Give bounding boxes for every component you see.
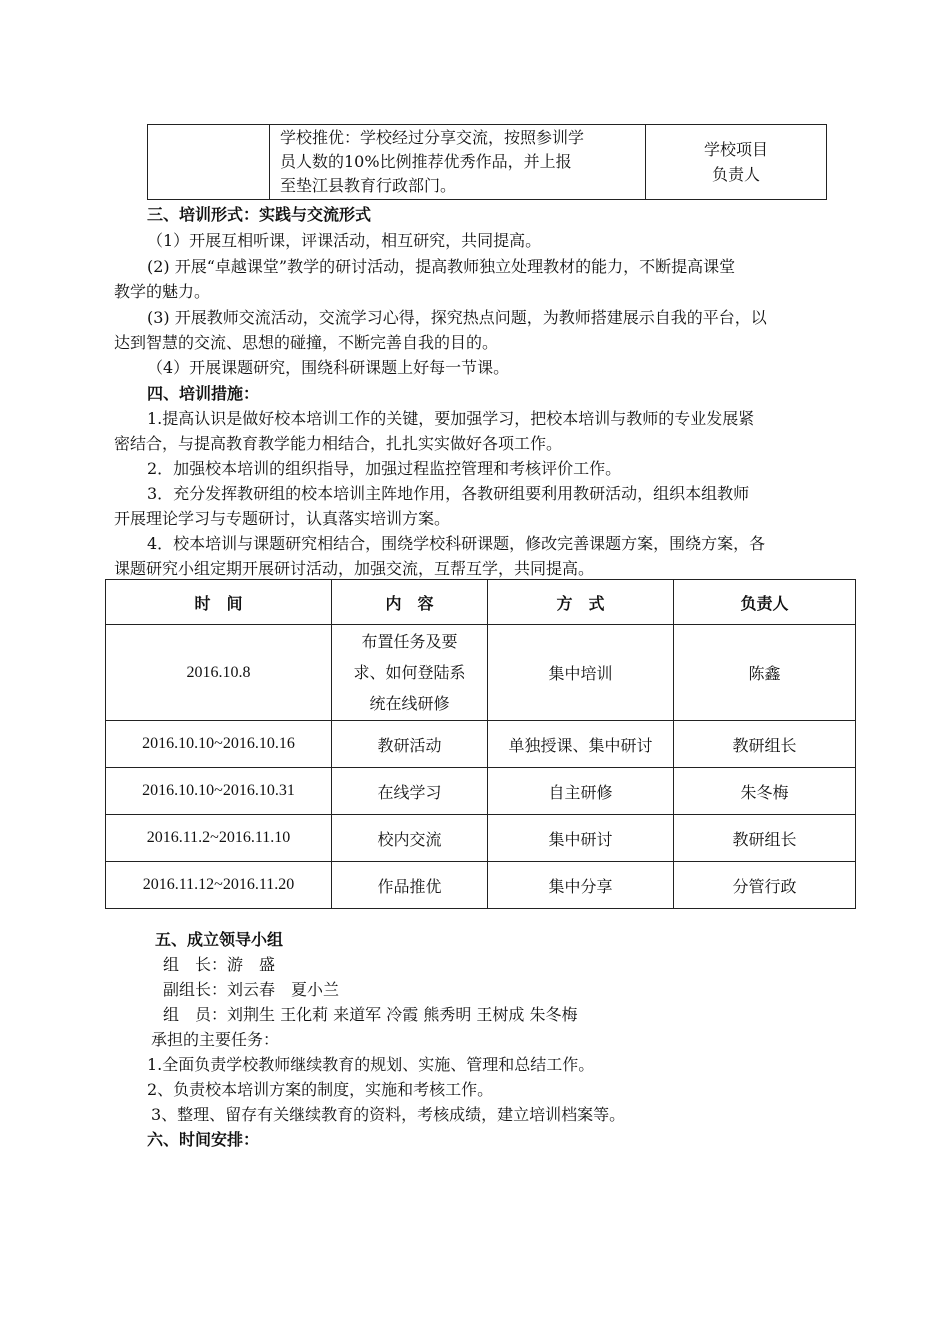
person-cell: 朱冬梅 xyxy=(674,768,856,815)
deputy-line: 副组长：刘云春 夏小兰 xyxy=(163,980,340,999)
paragraph-line: 课题研究小组定期开展研讨活动，加强交流，互帮互学，共同提高。 xyxy=(114,559,595,578)
person-cell: 分管行政 xyxy=(674,862,856,909)
content-cell xyxy=(332,625,488,721)
paragraph-line: 2．加强校本培训的组织指导，加强过程监控管理和考核评价工作。 xyxy=(147,459,622,478)
empty-cell xyxy=(148,125,270,200)
cell-line: 负责人 xyxy=(711,165,760,184)
cell-line: 学校项目 xyxy=(703,140,768,159)
section-heading: 四、培训措施： xyxy=(147,384,260,403)
method-cell: 单独授课、集中研讨 xyxy=(488,721,674,768)
cell-line: 学校推优：学校经过分享交流，按照参训学 xyxy=(280,128,585,147)
content-cell: 在线学习 xyxy=(332,768,488,815)
cell-line: 员人数的10%比例推荐优秀作品，并上报 xyxy=(280,152,572,171)
table-row xyxy=(106,625,856,721)
paragraph-line: 开展理论学习与专题研讨，认真落实培训方案。 xyxy=(114,509,451,528)
cell-line: 求、如何登陆系 xyxy=(353,663,466,682)
person-cell: 教研组长 xyxy=(674,815,856,862)
schedule-table xyxy=(105,579,856,909)
method-cell: 自主研修 xyxy=(488,768,674,815)
paragraph-line: 密结合，与提高教育教学能力相结合，扎扎实实做好各项工作。 xyxy=(114,434,563,453)
task-item: 2、负责校本培训方案的制度，实施和考核工作。 xyxy=(147,1080,494,1099)
section-heading: 三、培训形式：实践与交流形式 xyxy=(147,205,372,224)
column-header: 负责人 xyxy=(674,580,856,625)
paragraph-line: 教学的魅力。 xyxy=(114,282,211,301)
table-header-row xyxy=(106,580,856,625)
time-cell: 2016.10.10~2016.10.16 xyxy=(106,721,332,768)
time-cell: 2016.10.10~2016.10.31 xyxy=(106,768,332,815)
members-line: 组 员：刘荆生 王化莉 来道军 冷霞 熊秀明 王树成 朱冬梅 xyxy=(163,1005,578,1024)
column-header: 方 式 xyxy=(488,580,674,625)
column-header: 内 容 xyxy=(332,580,488,625)
table-row xyxy=(106,815,856,862)
tasks-title: 承担的主要任务： xyxy=(151,1030,280,1049)
cell-line: 至垫江县教育行政部门。 xyxy=(280,176,457,195)
person-cell: 教研组长 xyxy=(674,721,856,768)
section-heading: 五、成立领导小组 xyxy=(155,930,284,949)
method-cell: 集中培训 xyxy=(488,625,674,721)
time-cell: 2016.11.2~2016.11.10 xyxy=(106,815,332,862)
table-row xyxy=(106,862,856,909)
top-table xyxy=(147,124,827,200)
time-cell: 2016.11.12~2016.11.20 xyxy=(106,862,332,909)
task-item: 3、整理、留存有关继续教育的资料，考核成绩，建立培训档案等。 xyxy=(151,1105,626,1124)
responsible-cell xyxy=(646,125,827,200)
content-cell: 校内交流 xyxy=(332,815,488,862)
cell-line: 布置任务及要 xyxy=(361,632,458,651)
column-header: 时 间 xyxy=(106,580,332,625)
cell-line: 统在线研修 xyxy=(369,694,450,713)
section-heading: 六、时间安排： xyxy=(147,1130,260,1149)
method-cell: 集中研讨 xyxy=(488,815,674,862)
task-item: 1.全面负责学校教师继续教育的规划、实施、管理和总结工作。 xyxy=(147,1055,595,1074)
paragraph-line: 4．校本培训与课题研究相结合，围绕学校科研课题，修改完善课题方案，围绕方案，各 xyxy=(147,534,766,553)
paragraph-line: 达到智慧的交流、思想的碰撞，不断完善自我的目的。 xyxy=(114,333,499,352)
content-cell: 教研活动 xyxy=(332,721,488,768)
paragraph-line: (2) 开展“卓越课堂”教学的研讨活动，提高教师独立处理教材的能力，不断提高课堂 xyxy=(147,257,736,276)
time-cell: 2016.10.8 xyxy=(106,625,332,721)
method-cell: 集中分享 xyxy=(488,862,674,909)
table-row xyxy=(106,768,856,815)
content-cell: 作品推优 xyxy=(332,862,488,909)
paragraph-line: （1）开展互相听课，评课活动，相互研究，共同提高。 xyxy=(147,231,542,250)
paragraph-line: (3) 开展教师交流活动，交流学习心得，探究热点问题，为教师搭建展示自我的平台，以 xyxy=(147,308,767,327)
table-row xyxy=(148,125,827,200)
table-row xyxy=(106,721,856,768)
paragraph-line: （4）开展课题研究，围绕科研课题上好每一节课。 xyxy=(147,358,510,377)
person-cell: 陈鑫 xyxy=(674,625,856,721)
recommend-cell xyxy=(270,125,646,200)
paragraph-line: 3．充分发挥教研组的校本培训主阵地作用，各教研组要利用教研活动，组织本组教师 xyxy=(147,484,750,503)
leader-line: 组 长：游 盛 xyxy=(163,955,276,974)
paragraph-line: 1.提高认识是做好校本培训工作的关键，要加强学习，把校本培训与教师的专业发展紧 xyxy=(147,409,755,428)
